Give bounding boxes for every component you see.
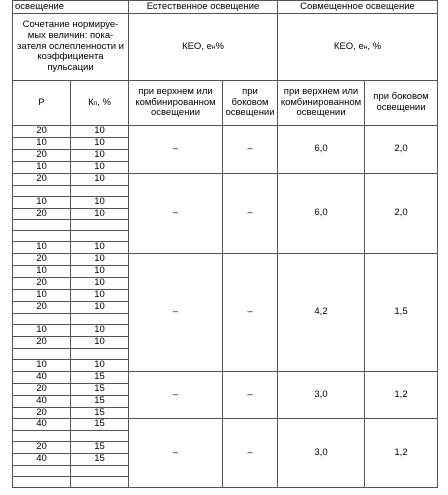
k-value-cell: 10 (71, 290, 129, 302)
k-value-cell: 10 (71, 324, 129, 336)
k-value-cell: 15 (71, 395, 129, 407)
k-value-cell: 10 (71, 266, 129, 278)
p-value-cell: 20 (13, 278, 71, 290)
k-value-cell: 10 (71, 196, 129, 208)
p-value-cell (13, 477, 71, 488)
combination-label: Сочетание нормируе-мых величин: пока-зателя ослепленности и коэффициента пульсации (13, 14, 129, 81)
combined-side-label: при боковом освещении (365, 81, 438, 126)
natural-side-value: – (223, 419, 278, 488)
p-value-cell: 10 (13, 266, 71, 278)
k-value-cell: 10 (71, 302, 129, 314)
k-value-cell: 10 (71, 173, 129, 185)
k-unit: , % (97, 96, 111, 108)
k-value-cell: 15 (71, 383, 129, 395)
keo-natural-main: КЕО, е (182, 40, 212, 52)
p-value-cell: 10 (13, 242, 71, 254)
p-value-cell: 40 (13, 395, 71, 407)
p-value-cell: 10 (13, 290, 71, 302)
p-value-cell: 20 (13, 126, 71, 138)
table-row (13, 173, 438, 185)
keo-combined-unit: , % (367, 40, 382, 52)
p-value-cell: 20 (13, 254, 71, 266)
p-value-cell: 40 (13, 419, 71, 431)
k-value-cell: 15 (71, 407, 129, 419)
p-value-cell: 20 (13, 336, 71, 348)
natural-top-value: – (129, 371, 223, 419)
p-value-cell: 20 (13, 407, 71, 419)
keo-natural-label (129, 14, 278, 81)
k-value-cell: 10 (71, 254, 129, 266)
k-value-cell (71, 231, 129, 242)
k-value-cell: 10 (71, 126, 129, 138)
keo-combined-sub: н (363, 43, 368, 51)
header-row-1 (13, 1, 438, 14)
natural-side-value: – (223, 126, 278, 174)
combined-top-label: при верхнем или комбинированном освещении (278, 81, 365, 126)
table-row (13, 254, 438, 266)
p-value-cell (13, 185, 71, 196)
k-value-cell (71, 348, 129, 359)
k-value-cell: 15 (71, 454, 129, 466)
keo-combined-label (278, 14, 438, 81)
p-label: Р (13, 81, 71, 126)
combined-top-value: 3,0 (278, 419, 365, 488)
k-value-cell: 15 (71, 371, 129, 383)
p-value-cell (13, 466, 71, 477)
k-value-cell (71, 220, 129, 231)
p-value-cell (13, 348, 71, 359)
k-value-cell (71, 185, 129, 196)
natural-side-label: при боковом освещении (223, 81, 278, 126)
natural-side-value: – (223, 173, 278, 254)
combined-top-value: 4,2 (278, 254, 365, 371)
lighting-norms-table-container (12, 0, 437, 488)
table-row (13, 371, 438, 383)
combined-side-value: 2,0 (365, 173, 438, 254)
keo-combined-main: КЕО, е (333, 40, 364, 52)
table-row (13, 419, 438, 431)
p-value-cell: 20 (13, 149, 71, 161)
k-value-cell: 15 (71, 442, 129, 454)
p-value-cell: 20 (13, 383, 71, 395)
combined-top-value: 6,0 (278, 126, 365, 174)
combined-top-value: 6,0 (278, 173, 365, 254)
p-value-cell: 20 (13, 302, 71, 314)
k-value-cell: 15 (71, 419, 129, 431)
k-value-cell: 10 (71, 161, 129, 173)
k-sub: п (93, 99, 98, 107)
lighting-norms-table (12, 0, 438, 488)
k-value-cell (71, 313, 129, 324)
k-value-cell: 10 (71, 278, 129, 290)
natural-top-value: – (129, 419, 223, 488)
p-value-cell (13, 220, 71, 231)
combined-side-value: 1,2 (365, 419, 438, 488)
p-value-cell: 10 (13, 359, 71, 371)
combined-top-value: 3,0 (278, 371, 365, 419)
table-row (13, 126, 438, 138)
natural-side-value: – (223, 371, 278, 419)
k-value-cell (71, 466, 129, 477)
p-value-cell: 40 (13, 454, 71, 466)
k-value-cell: 10 (71, 242, 129, 254)
k-value-cell: 10 (71, 208, 129, 220)
k-main: К (88, 96, 94, 108)
p-value-cell: 20 (13, 208, 71, 220)
natural-top-value: – (129, 173, 223, 254)
k-value-cell: 10 (71, 137, 129, 149)
table-body (13, 1, 438, 488)
p-value-cell (13, 231, 71, 242)
natural-top-label: при верхнем или комбинированном освещении (129, 81, 223, 126)
p-value-cell (13, 431, 71, 442)
p-value-cell: 10 (13, 324, 71, 336)
natural-top-value: – (129, 126, 223, 174)
keo-natural-sub: н (211, 43, 216, 51)
k-label (71, 81, 129, 126)
natural-side-value: – (223, 254, 278, 371)
p-value-cell (13, 313, 71, 324)
k-value-cell (71, 477, 129, 488)
header-natural-lighting: Естественное освещение (129, 1, 278, 14)
k-value-cell: 10 (71, 149, 129, 161)
header-row-2 (13, 14, 438, 81)
keo-natural-unit: % (215, 40, 224, 52)
p-value-cell: 10 (13, 196, 71, 208)
combined-side-value: 2,0 (365, 126, 438, 174)
header-lighting: освещение (13, 1, 129, 14)
k-value-cell (71, 431, 129, 442)
p-value-cell: 40 (13, 371, 71, 383)
combined-side-value: 1,2 (365, 371, 438, 419)
p-value-cell: 20 (13, 442, 71, 454)
combined-side-value: 1,5 (365, 254, 438, 371)
p-value-cell: 10 (13, 137, 71, 149)
header-combined-lighting: Совмещенное освещение (278, 1, 438, 14)
k-value-cell: 10 (71, 359, 129, 371)
p-value-cell: 10 (13, 161, 71, 173)
header-row-3 (13, 81, 438, 126)
k-value-cell: 10 (71, 336, 129, 348)
natural-top-value: – (129, 254, 223, 371)
p-value-cell: 20 (13, 173, 71, 185)
